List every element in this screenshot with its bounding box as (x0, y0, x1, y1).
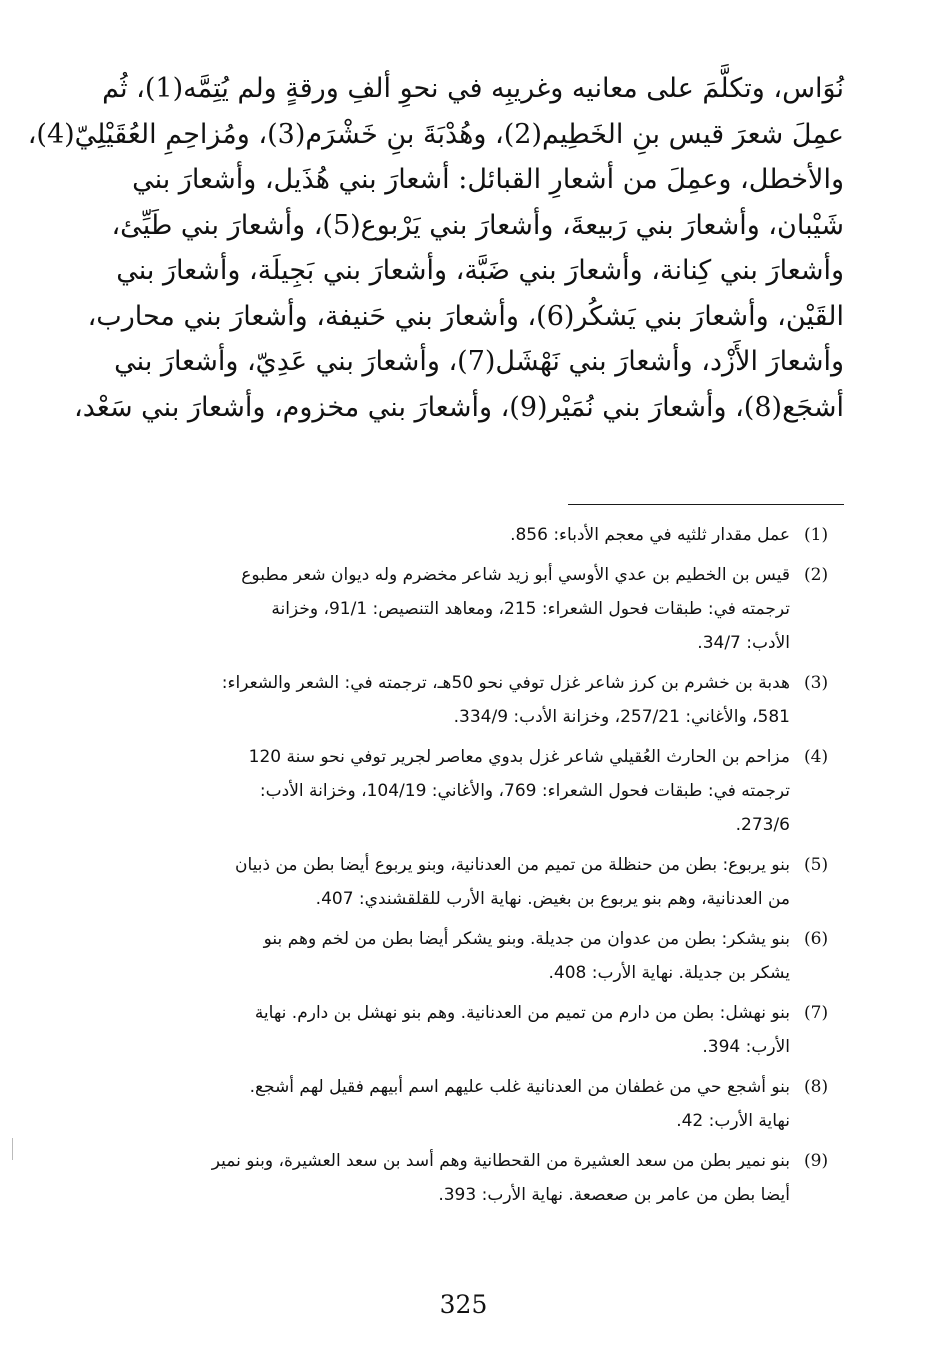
text-line: القَيْن، وأشعارَ بني يَشكُر(6)، وأشعارَ بني حَنيفة، وأشعارَ بني محارب، (87, 300, 844, 332)
footnote-line: بنو أشجع حي من غطفان من العدنانية غلب عليهم اسم أبيهم فقيل لهم أشجع. (249, 1077, 790, 1097)
text-line: عمِلَ شعرَ قيس بنِ الخَطِيم(2)، وهُدْبَةَ بنِ خَشْرَم(3)، ومُزاحِمِ العُقَيْلِيّ(4)، (27, 118, 844, 150)
text-line: أشجَع(8)، وأشعارَ بني نُمَيْر(9)، وأشعارَ بني مخزوم، وأشعارَ بني سَعْد، (74, 391, 844, 423)
footnote-3 (88, 666, 844, 734)
footnote-text (88, 666, 790, 734)
footnote-line: 581، والأغاني: 257/21، وخزانة الأدب: 334/9. (453, 707, 790, 727)
footnote-number: (1) (804, 525, 829, 545)
footnote-line: أيضا بطن من عامر بن صعصعة. نهاية الأرب: 393. (438, 1185, 790, 1205)
text-line: شَيْبان، وأشعارَ بني رَبيعةَ، وأشعارَ بني يَرْبوع(5)، وأشعارَ بني طَيِّئ، (111, 209, 844, 241)
footnote-5 (88, 848, 844, 916)
footnote-text (88, 558, 790, 660)
text-line: نُوَاس، وتكلَّمَ على معانيه وغريبِه في نحوِ ألفِ ورقةٍ ولم يُتِمَّه(1)، ثُم (102, 73, 844, 104)
main-text (27, 66, 844, 430)
footnote-line: بنو نهشل: بطن من دارم من تميم من العدنانية. وهم بنو نهشل بن دارم. نهاية (254, 1003, 790, 1023)
footnote-line: بنو يربوع: بطن من حنظلة من تميم من العدنانية، وبنو يربوع أيضا بطن من ذبيان (234, 855, 790, 875)
footnote-line: الأرب: 394. (702, 1037, 790, 1057)
footnote-line: هدبة بن خشرم بن كرز شاعر غزل توفي نحو 50هـ، ترجمته في: الشعر والشعراء: (221, 673, 790, 693)
footnote-1 (88, 518, 844, 552)
footnote-8 (88, 1070, 844, 1138)
text-line: وأشعارَ الأَزْد، وأشعارَ بني نَهْشَل(7)، وأشعارَ بني عَدِيّ، وأشعارَ بني (114, 346, 844, 377)
footnote-number: (9) (804, 1151, 829, 1171)
footnote-line: 273/6. (735, 815, 790, 835)
footnote-number: (8) (804, 1077, 829, 1097)
footnote-text (88, 996, 790, 1064)
footnote-line: عمل مقدار ثلثيه في معجم الأدباء: 856. (510, 525, 790, 545)
footnote-line: قيس بن الخطيم بن عدي الأوسي أبو زيد شاعر مخضرم وله ديوان شعر مطبوع (241, 565, 790, 585)
footnote-line: يشكر بن جديلة. نهاية الأرب: 408. (548, 963, 790, 983)
footnote-text (88, 518, 790, 552)
footnote-line: نهاية الأرب: 42. (676, 1111, 790, 1131)
footnote-line: بنو يشكر: بطن من عدوان من جديلة. وبنو يشكر أيضا بطن من لخم وهم بنو (263, 929, 790, 949)
footnote-text (88, 740, 790, 842)
footnote-text (88, 1144, 790, 1212)
text-line: وأشعارَ بني كِنانة، وأشعارَ بني ضَبَّة، وأشعارَ بني بَجِيلَة، وأشعارَ بني (116, 255, 844, 286)
text-line: والأخطل، وعمِلَ من أشعارِ القبائل: أشعارَ بني هُذَيل، وأشعارَ بني (132, 164, 844, 195)
footnote-number: (4) (804, 747, 829, 767)
footnote-number: (6) (804, 929, 829, 949)
footnote-line: من العدنانية، وهم بنو يربوع بن بغيض. نهاية الأرب للقلقشندي: 407. (315, 889, 790, 909)
footnote-number: (3) (804, 673, 829, 693)
footnote-2 (88, 558, 844, 660)
footnote-number: (5) (804, 855, 829, 875)
footnote-line: الأدب: 34/7. (697, 633, 790, 653)
page-number: 325 (439, 1290, 488, 1319)
footnote-text (88, 848, 790, 916)
footnote-number: (7) (804, 1003, 829, 1023)
footnote-text (88, 1070, 790, 1138)
footnote-number: (2) (804, 565, 829, 585)
footnote-4 (88, 740, 844, 842)
footnote-line: مزاحم بن الحارث العُقيلي شاعر غزل بدوي معاصر لجرير توفي نحو سنة 120 (248, 747, 790, 767)
footnote-line: ترجمته في: طبقات فحول الشعراء: 769، والأغاني: 104/19، وخزانة الأدب: (259, 781, 790, 801)
footnote-separator (568, 504, 844, 505)
footnote-9 (88, 1144, 844, 1212)
footnote-line: بنو نمير بطن من سعد العشيرة من القحطانية وهم أسد بن سعد العشيرة، وبنو نمير (211, 1151, 790, 1171)
footnote-line: ترجمته في: طبقات فحول الشعراء: 215، ومعاهد التنصيص: 91/1، وخزانة (271, 599, 790, 619)
footnote-7 (88, 996, 844, 1064)
footnote-text (88, 922, 790, 990)
scan-mark (12, 1138, 13, 1160)
footnote-6 (88, 922, 844, 990)
footnotes (88, 518, 844, 1218)
